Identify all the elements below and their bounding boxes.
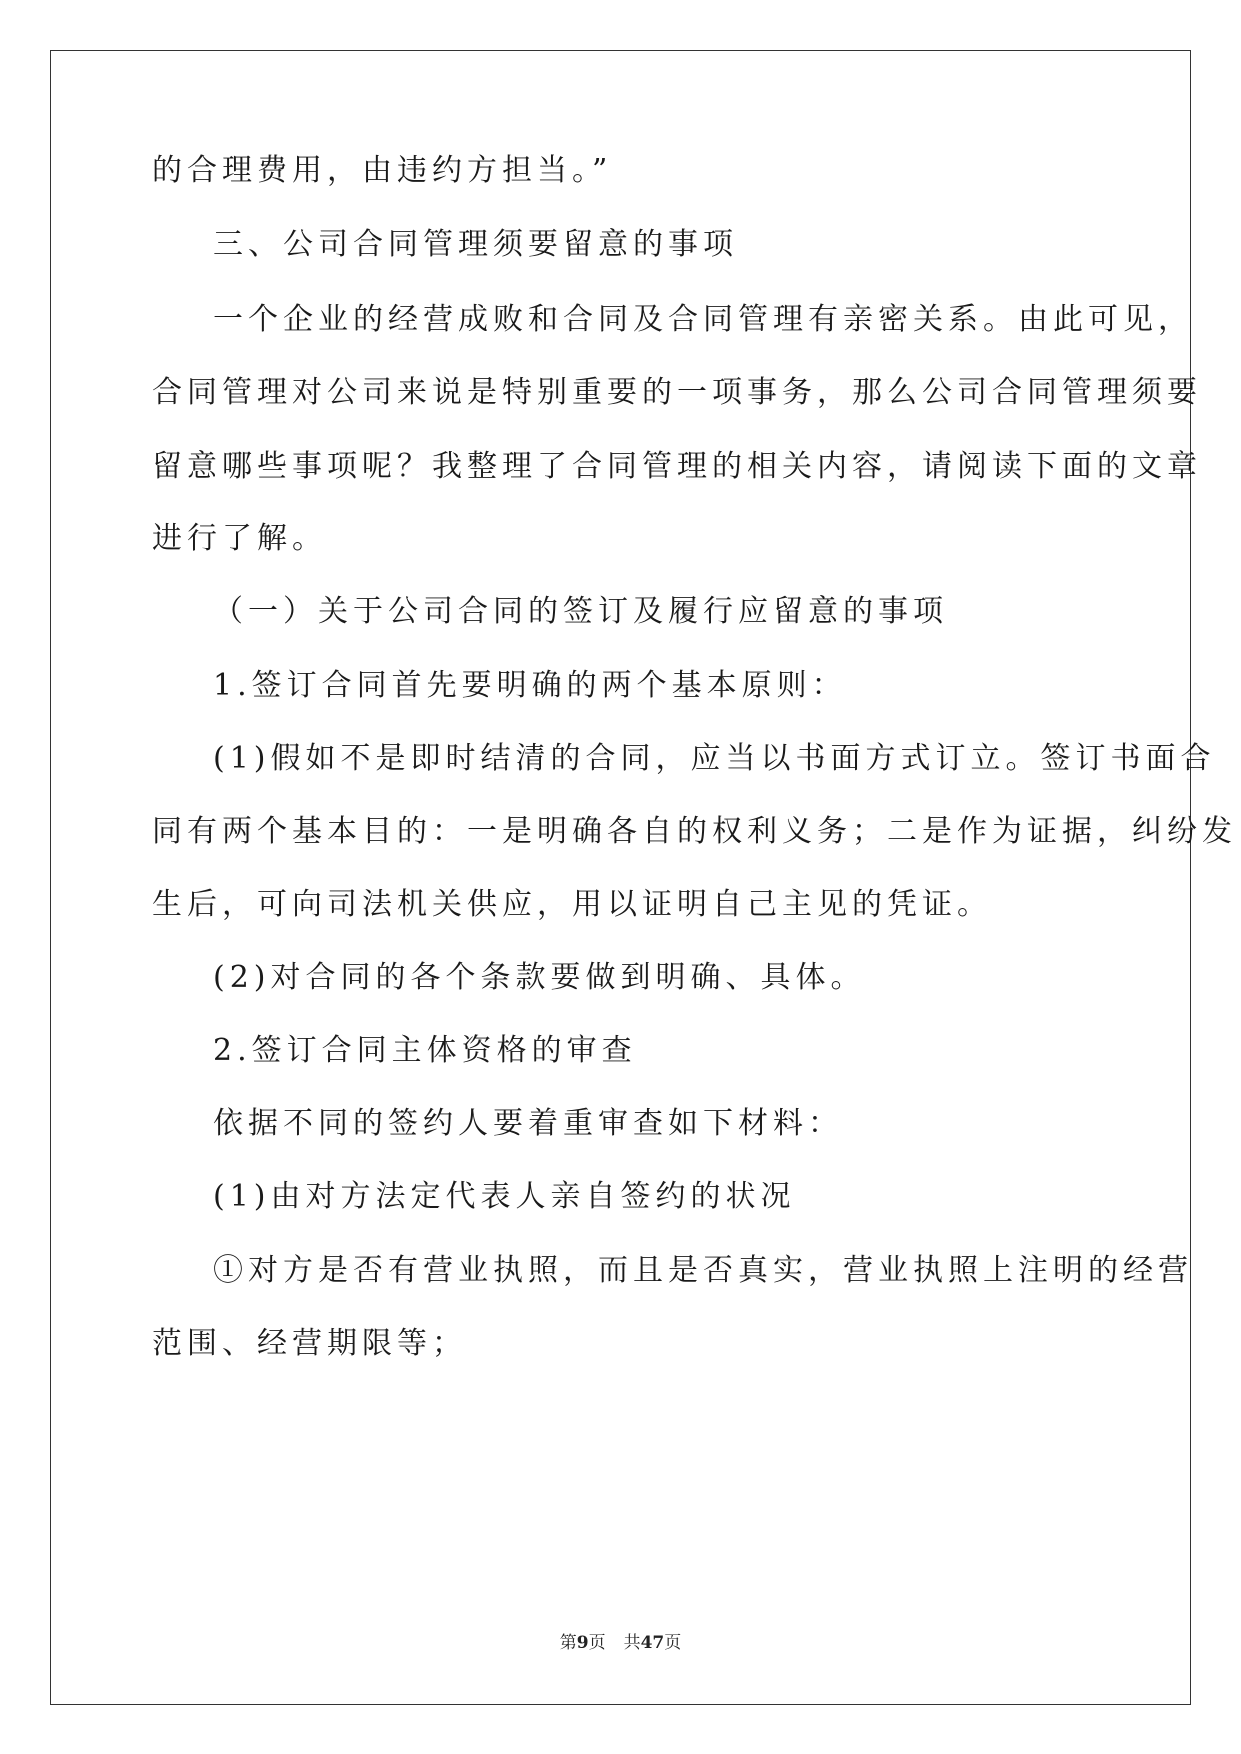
text-line-17: 范围、经营期限等； <box>152 1326 467 1361</box>
page-total: 47 <box>640 1633 665 1653</box>
text-line-11: 生后，可向司法机关供应，用以证明自己主见的凭证。 <box>152 887 992 922</box>
page-current: 9 <box>576 1633 589 1653</box>
text-line-5: 留意哪些事项呢？我整理了合同管理的相关内容，请阅读下面的文章 <box>152 449 1202 484</box>
text-line-10: 同有两个基本目的：一是明确各自的权利义务；二是作为证据，纠纷发 <box>152 814 1237 849</box>
text-line-12: (2)对合同的各个条款要做到明确、具体。 <box>213 960 866 995</box>
text-line-6: 进行了解。 <box>152 521 327 556</box>
page-prefix: 第 <box>559 1633 577 1653</box>
text-line-8: 1.签订合同首先要明确的两个基本原则： <box>213 668 847 703</box>
text-line-16: ①对方是否有营业执照，而且是否真实，营业执照上注明的经营 <box>213 1253 1193 1288</box>
total-unit: 页 <box>664 1633 682 1653</box>
text-line-1: 的合理费用，由违约方担当。” <box>152 153 613 188</box>
text-line-15: (1)由对方法定代表人亲自签约的状况 <box>213 1179 796 1214</box>
total-prefix: 共 <box>623 1633 641 1653</box>
subsection-heading-1: （一）关于公司合同的签订及履行应留意的事项 <box>213 594 948 629</box>
text-line-9: (1)假如不是即时结清的合同，应当以书面方式订立。签订书面合 <box>213 741 1216 776</box>
page-footer <box>0 1632 1241 1654</box>
text-line-14: 依据不同的签约人要着重审查如下材料： <box>213 1106 843 1141</box>
page-unit: 页 <box>588 1633 606 1653</box>
text-line-13: 2.签订合同主体资格的审查 <box>213 1033 637 1068</box>
page-border <box>50 50 1191 1705</box>
section-heading-3: 三、公司合同管理须要留意的事项 <box>213 227 738 262</box>
text-line-4: 合同管理对公司来说是特别重要的一项事务，那么公司合同管理须要 <box>152 375 1202 410</box>
text-line-3: 一个企业的经营成败和合同及合同管理有亲密关系。由此可见， <box>213 302 1193 337</box>
